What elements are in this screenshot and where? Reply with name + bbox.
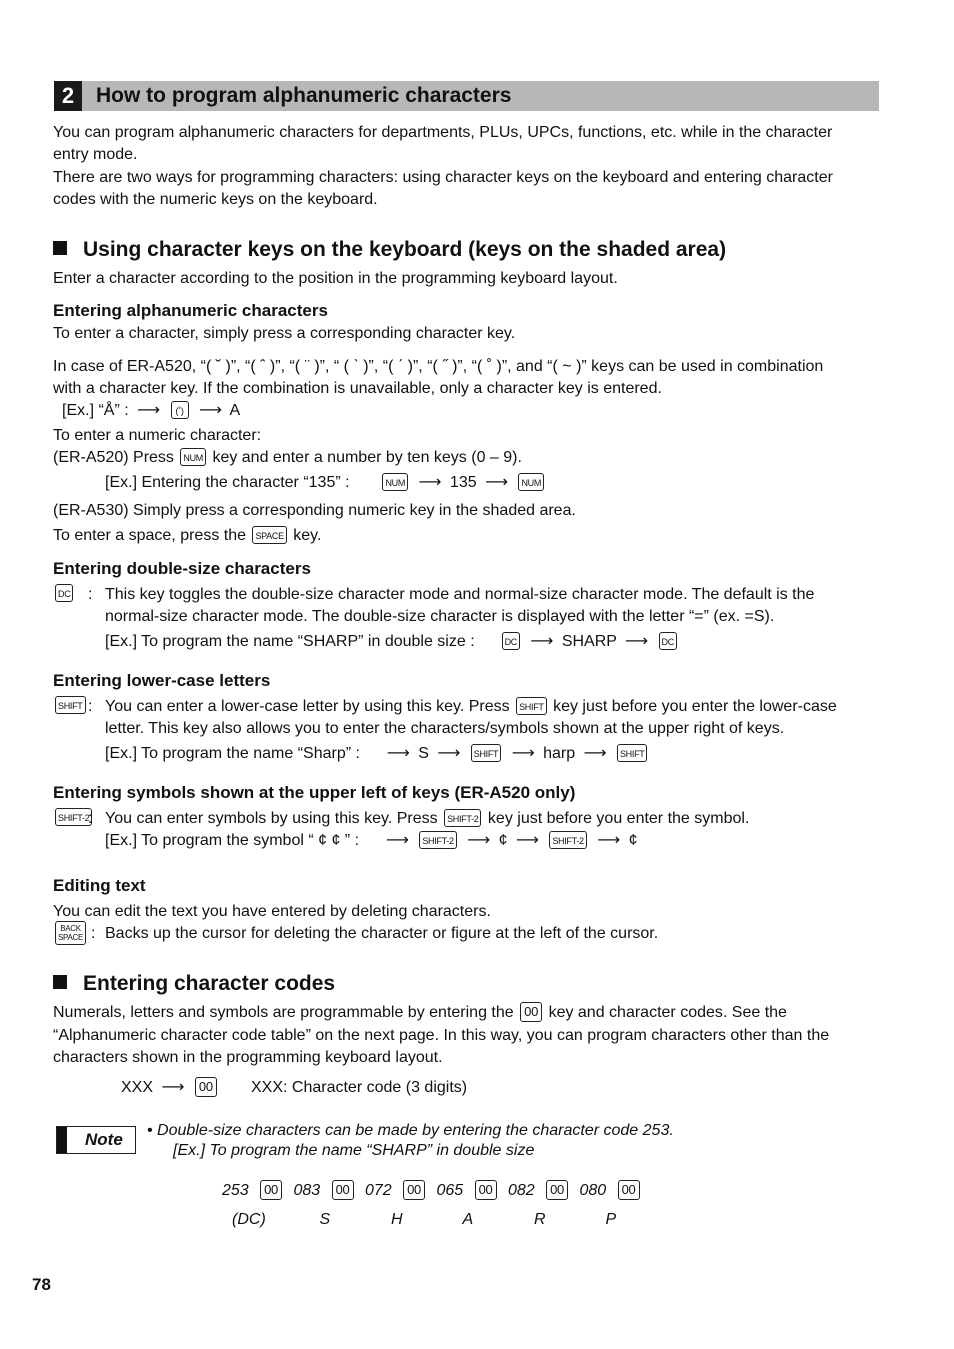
arrow-right-icon: ⟶	[161, 1079, 185, 1096]
codes-line-3: characters shown in the programming keyboard layout.	[53, 1049, 443, 1066]
arrow-right-icon: ⟶	[530, 633, 554, 650]
arrow-right-icon: ⟶	[198, 402, 222, 419]
example-135: [Ex.] Entering the character “135” : NUM ⟶ 135 ⟶ NUM	[105, 472, 546, 494]
heading-symbols: Entering symbols shown at the upper left of keys (ER-A520 only)	[53, 783, 576, 802]
arrow-right-icon: ⟶	[511, 745, 535, 762]
intro-line-2b: codes with the numeric keys on the keyboard.	[53, 191, 378, 208]
arrow-right-icon: ⟶	[515, 832, 539, 849]
colon: :	[91, 925, 96, 942]
shift-key: SHIFT	[516, 697, 547, 715]
lower-line-2: letter. This key also allows you to enter the characters/symbols shown at the upper right of keys.	[105, 720, 785, 737]
arrow-right-icon: ⟶	[485, 474, 509, 491]
double-zero-key	[401, 1181, 427, 1201]
arrow-right-icon: ⟶	[137, 402, 161, 419]
double-line-2: normal-size character mode. The double-size character is displayed with the letter “=” (ex. =S).	[105, 608, 775, 625]
note-example: [Ex.] To program the name “SHARP” in double size	[173, 1142, 535, 1159]
shift-key: SHIFT	[55, 696, 86, 714]
arrow-right-icon: ⟶	[418, 474, 442, 491]
num-key: NUM	[518, 473, 544, 491]
double-zero-key-cap: 00	[475, 1180, 497, 1200]
example-cent: [Ex.] To program the symbol “ ¢ ¢ ” : ⟶ SHIFT-2 ⟶ ¢ ⟶ SHIFT-2 ⟶ ¢	[105, 830, 637, 852]
note-bar-icon	[57, 1127, 67, 1153]
shift-2-key: SHIFT-2	[549, 831, 586, 849]
double-zero-key	[258, 1181, 284, 1201]
er-a520-line: (ER-A520) Press NUM key and enter a number by ten keys (0 – 9).	[53, 449, 522, 466]
shift-2-key: SHIFT-2	[55, 808, 92, 826]
arrow-right-icon: ⟶	[437, 745, 461, 762]
section-number-badge: 2	[54, 81, 82, 111]
arrow-right-icon: ⟶	[625, 633, 649, 650]
num-key: NUM	[180, 448, 206, 466]
arrow-right-icon: ⟶	[467, 832, 491, 849]
double-zero-key: 00	[520, 1002, 542, 1022]
intro-line-2: There are two ways for programming characters: using character keys on the keyboard and entering character	[53, 169, 833, 186]
example-sharp-lower: [Ex.] To program the name “Sharp” : ⟶ S ⟶ SHIFT ⟶ harp ⟶ SHIFT	[105, 743, 649, 765]
double-zero-key-cap: 00	[546, 1180, 568, 1200]
heading-character-codes: Entering character codes	[53, 971, 335, 997]
arrow-right-icon: ⟶	[583, 745, 607, 762]
dc-key: DC	[659, 632, 677, 650]
char-code-label: S	[319, 1211, 331, 1228]
double-zero-key	[544, 1181, 570, 1201]
arrow-right-icon: ⟶	[386, 745, 410, 762]
double-zero-key: 00	[195, 1077, 217, 1097]
note-bullet: • Double-size characters can be made by entering the character code 253.	[147, 1122, 674, 1139]
space-line: To enter a space, press the SPACE key.	[53, 527, 322, 544]
back-space-key: BACK SPACE	[55, 921, 86, 945]
arrow-right-icon: ⟶	[597, 832, 621, 849]
char-code: 065	[436, 1182, 464, 1199]
char-code: 082	[508, 1182, 535, 1199]
heading-lower-case: Entering lower-case letters	[53, 671, 271, 690]
page-number: 78	[32, 1275, 51, 1294]
square-bullet-icon	[53, 975, 67, 989]
num-key: NUM	[382, 473, 408, 491]
section-title: How to program alphanumeric characters	[96, 84, 512, 107]
er-a530-line: (ER-A530) Simply press a corresponding numeric key in the shaded area.	[53, 502, 576, 519]
numeric-intro: To enter a numeric character:	[53, 427, 262, 444]
editing-line-1: You can edit the text you have entered by deleting characters.	[53, 903, 491, 920]
double-zero-key-cap: 00	[260, 1180, 282, 1200]
using-keys-desc: Enter a character according to the position in the programming keyboard layout.	[53, 270, 618, 287]
colon: :	[88, 810, 93, 827]
codes-line-1: Numerals, letters and symbols are programmable by entering the 00 key and character codes. See the	[53, 1003, 787, 1021]
alnum-line-2: In case of ER-A520, “( ˘ )”, “( ˆ )”, “( ¨ )”, “ ( ˋ )”, “( ˊ )”, “( ˝ )”, “( ˚ )”, and “( ~ )” keys can be used in combination	[53, 358, 824, 375]
shift-key-label	[53, 697, 88, 715]
square-bullet-icon	[53, 241, 67, 255]
symbols-line-1: You can enter symbols by using this key. Press SHIFT-2 key just before you enter the symbol.	[105, 810, 750, 827]
editing-line-2: Backs up the cursor for deleting the character or figure at the left of the cursor.	[105, 925, 659, 942]
shift-key: SHIFT	[471, 744, 502, 762]
back-space-key-label	[53, 922, 88, 946]
intro-line-1b: entry mode.	[53, 146, 138, 163]
codes-formula: XXX ⟶ 00	[121, 1077, 219, 1099]
heading-editing: Editing text	[53, 876, 146, 895]
char-code-label: R	[534, 1211, 546, 1228]
char-code-label: A	[462, 1211, 474, 1228]
codes-line-2: “Alphanumeric character code table” on the next page. In this way, you can program characters other than the	[53, 1027, 830, 1044]
double-zero-key-cap: 00	[332, 1180, 354, 1200]
arrow-right-icon: ⟶	[385, 832, 409, 849]
note-label: Note	[85, 1130, 123, 1149]
heading-alnum: Entering alphanumeric characters	[53, 301, 328, 320]
dc-key: DC	[55, 584, 73, 602]
space-key: SPACE	[252, 526, 286, 544]
heading-using-keys: Using character keys on the keyboard (keys on the shaded area)	[53, 237, 726, 263]
colon: :	[88, 586, 93, 603]
heading-double-size: Entering double-size characters	[53, 559, 311, 578]
double-line-1: This key toggles the double-size character mode and normal-size character mode. The default is the	[105, 586, 815, 603]
double-zero-key	[473, 1181, 499, 1201]
double-zero-key-cap: 00	[618, 1180, 640, 1200]
dc-key: DC	[502, 632, 520, 650]
alnum-line-1: To enter a character, simply press a corresponding character key.	[53, 325, 516, 342]
char-code: 080	[579, 1182, 607, 1199]
double-zero-key	[330, 1181, 356, 1201]
alnum-line-3: with a character key. If the combination is unavailable, only a character key is entered.	[53, 380, 662, 397]
note-badge	[56, 1126, 136, 1154]
char-code-label: P	[605, 1211, 617, 1228]
double-zero-key	[616, 1181, 642, 1201]
double-zero-key-cap: 00	[403, 1180, 425, 1200]
char-code: 072	[365, 1182, 392, 1199]
char-code: 253	[222, 1182, 249, 1199]
shift-key: SHIFT	[617, 744, 648, 762]
char-code-label: (DC)	[232, 1211, 266, 1228]
char-code-label: H	[391, 1211, 403, 1228]
ring-key: (˚)	[171, 401, 189, 419]
intro-line-1: You can program alphanumeric characters for departments, PLUs, UPCs, functions, etc. while in the character	[53, 124, 833, 141]
char-code: 083	[293, 1182, 321, 1199]
dc-key-label	[53, 585, 75, 603]
shift-2-key: SHIFT-2	[419, 831, 456, 849]
example-ring-a: [Ex.] “Å” : ⟶ (˚) ⟶ A	[62, 400, 240, 422]
lower-line-1: You can enter a lower-case letter by using this key. Press SHIFT key just before you enter the lower-case	[105, 698, 837, 715]
shift-2-key: SHIFT-2	[444, 809, 481, 827]
codes-formula-desc: XXX: Character code (3 digits)	[251, 1079, 468, 1096]
example-sharp-double: [Ex.] To program the name “SHARP” in double size : DC ⟶ SHARP ⟶ DC	[105, 631, 679, 653]
colon: :	[88, 698, 93, 715]
